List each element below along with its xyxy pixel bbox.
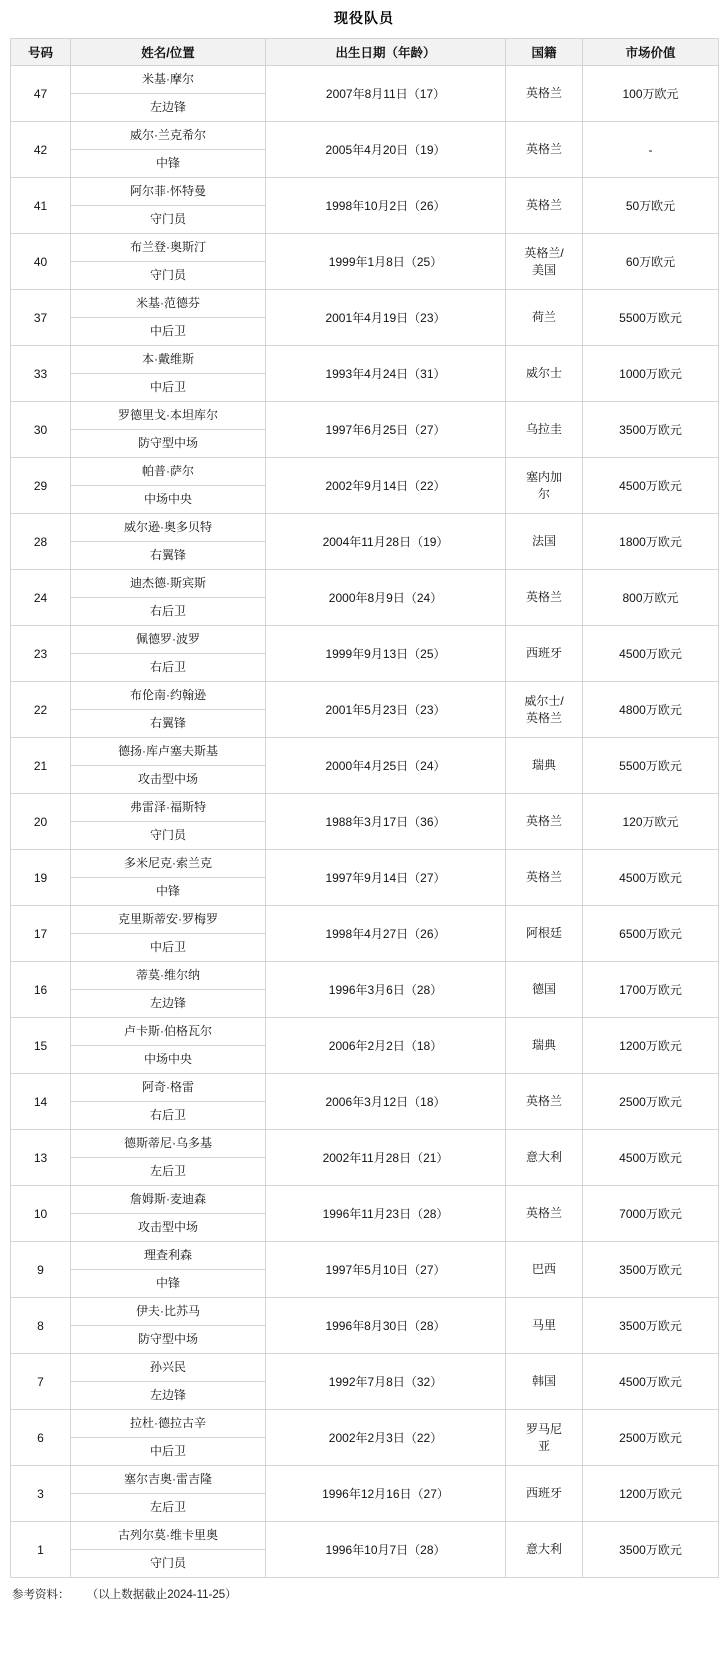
player-birthdate: 2002年9月14日（22） bbox=[266, 458, 506, 514]
table-row bbox=[11, 738, 719, 794]
player-birthdate: 2000年8月9日（24） bbox=[266, 570, 506, 626]
player-name-position-cell bbox=[71, 514, 266, 570]
player-position: 防守型中场 bbox=[137, 436, 198, 450]
player-number: 1 bbox=[11, 1522, 71, 1578]
player-birthdate: 1996年12月16日（27） bbox=[266, 1466, 506, 1522]
player-birthdate: 1997年6月25日（27） bbox=[266, 402, 506, 458]
player-number: 41 bbox=[11, 178, 71, 234]
player-position: 守门员 bbox=[149, 1556, 186, 1570]
player-name[interactable]: 孙兴民 bbox=[71, 1354, 265, 1382]
player-birthdate: 1996年8月30日（28） bbox=[266, 1298, 506, 1354]
player-number: 19 bbox=[11, 850, 71, 906]
player-name[interactable]: 理查利森 bbox=[71, 1242, 265, 1270]
player-nationality: 英格兰 bbox=[506, 850, 583, 906]
player-birthdate: 1988年3月17日（36） bbox=[266, 794, 506, 850]
player-name[interactable]: 古列尔莫·维卡里奥 bbox=[71, 1522, 265, 1550]
table-body bbox=[11, 66, 719, 1578]
table-row bbox=[11, 1298, 719, 1354]
player-market-value: 1800万欧元 bbox=[583, 514, 719, 570]
player-position: 右翼锋 bbox=[149, 548, 186, 562]
player-market-value: 4500万欧元 bbox=[583, 1130, 719, 1186]
player-market-value: 2500万欧元 bbox=[583, 1410, 719, 1466]
table-row bbox=[11, 962, 719, 1018]
player-market-value: 1000万欧元 bbox=[583, 346, 719, 402]
player-number: 8 bbox=[11, 1298, 71, 1354]
player-number: 16 bbox=[11, 962, 71, 1018]
player-market-value: 100万欧元 bbox=[583, 66, 719, 122]
source-label: 参考资料： bbox=[12, 1589, 70, 1601]
table-row bbox=[11, 682, 719, 738]
player-market-value: 2500万欧元 bbox=[583, 1074, 719, 1130]
column-header-market-value: 市场价值 bbox=[583, 39, 719, 66]
player-number: 33 bbox=[11, 346, 71, 402]
player-position: 中锋 bbox=[155, 1276, 180, 1290]
player-number: 20 bbox=[11, 794, 71, 850]
table-row bbox=[11, 122, 719, 178]
table-row bbox=[11, 514, 719, 570]
player-market-value: 6500万欧元 bbox=[583, 906, 719, 962]
table-row bbox=[11, 346, 719, 402]
table-row bbox=[11, 402, 719, 458]
player-position: 右后卫 bbox=[149, 1108, 186, 1122]
player-market-value: 4500万欧元 bbox=[583, 1354, 719, 1410]
player-nationality: 巴西 bbox=[506, 1242, 583, 1298]
squad-table bbox=[10, 38, 719, 1578]
player-market-value: 120万欧元 bbox=[583, 794, 719, 850]
player-number: 47 bbox=[11, 66, 71, 122]
player-name[interactable]: 塞尔吉奥·雷吉隆 bbox=[71, 1466, 265, 1494]
player-market-value: 3500万欧元 bbox=[583, 1242, 719, 1298]
player-name[interactable]: 米基·范德芬 bbox=[71, 290, 265, 318]
player-birthdate: 2005年4月20日（19） bbox=[266, 122, 506, 178]
player-number: 6 bbox=[11, 1410, 71, 1466]
table-row bbox=[11, 626, 719, 682]
player-position: 中后卫 bbox=[149, 380, 186, 394]
player-number: 29 bbox=[11, 458, 71, 514]
player-market-value: 4500万欧元 bbox=[583, 626, 719, 682]
player-birthdate: 1993年4月24日（31） bbox=[266, 346, 506, 402]
player-nationality: 瑞典 bbox=[506, 1018, 583, 1074]
player-name[interactable]: 迪杰德·斯宾斯 bbox=[71, 570, 265, 598]
player-name-position-cell bbox=[71, 1298, 266, 1354]
player-market-value: - bbox=[583, 122, 719, 178]
player-name-position-cell bbox=[71, 738, 266, 794]
table-row bbox=[11, 1074, 719, 1130]
player-number: 30 bbox=[11, 402, 71, 458]
player-nationality: 英格兰 bbox=[506, 178, 583, 234]
table-row bbox=[11, 458, 719, 514]
player-nationality: 韩国 bbox=[506, 1354, 583, 1410]
player-name-position-cell bbox=[71, 1130, 266, 1186]
player-name-position-cell bbox=[71, 1354, 266, 1410]
player-name[interactable]: 罗德里戈·本坦库尔 bbox=[71, 402, 265, 430]
player-number: 40 bbox=[11, 234, 71, 290]
player-name-position-cell bbox=[71, 1466, 266, 1522]
player-birthdate: 1998年10月2日（26） bbox=[266, 178, 506, 234]
player-birthdate: 2002年11月28日（21） bbox=[266, 1130, 506, 1186]
player-birthdate: 2007年8月11日（17） bbox=[266, 66, 506, 122]
player-name-position-cell bbox=[71, 66, 266, 122]
player-nationality: 意大利 bbox=[506, 1522, 583, 1578]
player-name[interactable]: 本·戴维斯 bbox=[71, 346, 265, 374]
table-row bbox=[11, 570, 719, 626]
player-name-position-cell bbox=[71, 682, 266, 738]
player-name-position-cell bbox=[71, 1410, 266, 1466]
player-market-value: 3500万欧元 bbox=[583, 1522, 719, 1578]
player-name-position-cell bbox=[71, 1242, 266, 1298]
player-number: 7 bbox=[11, 1354, 71, 1410]
player-number: 15 bbox=[11, 1018, 71, 1074]
player-market-value: 3500万欧元 bbox=[583, 1298, 719, 1354]
player-market-value: 5500万欧元 bbox=[583, 290, 719, 346]
player-name[interactable]: 布伦南·约翰逊 bbox=[71, 682, 265, 710]
player-nationality: 西班牙 bbox=[506, 1466, 583, 1522]
player-position: 中后卫 bbox=[149, 324, 186, 338]
player-nationality: 英格兰 bbox=[506, 66, 583, 122]
column-header-nationality: 国籍 bbox=[506, 39, 583, 66]
player-name-position-cell bbox=[71, 850, 266, 906]
player-market-value: 4800万欧元 bbox=[583, 682, 719, 738]
player-nationality: 英格兰 bbox=[506, 1186, 583, 1242]
player-nationality: 乌拉圭 bbox=[506, 402, 583, 458]
player-position: 左边锋 bbox=[149, 100, 186, 114]
player-position: 左后卫 bbox=[149, 1500, 186, 1514]
player-number: 9 bbox=[11, 1242, 71, 1298]
player-name-position-cell bbox=[71, 290, 266, 346]
player-nationality: 荷兰 bbox=[506, 290, 583, 346]
player-position: 中后卫 bbox=[149, 1444, 186, 1458]
page-title: 现役队员 bbox=[334, 10, 394, 26]
player-birthdate: 2006年2月2日（18） bbox=[266, 1018, 506, 1074]
player-nationality: 英格兰 bbox=[506, 794, 583, 850]
player-position: 中后卫 bbox=[149, 940, 186, 954]
player-market-value: 1200万欧元 bbox=[583, 1466, 719, 1522]
table-row bbox=[11, 794, 719, 850]
player-market-value: 4500万欧元 bbox=[583, 458, 719, 514]
table-row bbox=[11, 850, 719, 906]
player-name[interactable]: 伊夫·比苏马 bbox=[71, 1298, 265, 1326]
player-birthdate: 2002年2月3日（22） bbox=[266, 1410, 506, 1466]
player-position: 守门员 bbox=[149, 828, 186, 842]
player-name-position-cell bbox=[71, 626, 266, 682]
table-row bbox=[11, 1186, 719, 1242]
player-number: 37 bbox=[11, 290, 71, 346]
column-header-birthdate: 出生日期（年龄） bbox=[266, 39, 506, 66]
player-position: 中锋 bbox=[155, 156, 180, 170]
table-row bbox=[11, 1018, 719, 1074]
player-birthdate: 1996年3月6日（28） bbox=[266, 962, 506, 1018]
player-nationality: 马里 bbox=[506, 1298, 583, 1354]
player-nationality: 威尔士 bbox=[506, 346, 583, 402]
table-row bbox=[11, 1410, 719, 1466]
player-number: 42 bbox=[11, 122, 71, 178]
player-number: 28 bbox=[11, 514, 71, 570]
player-name[interactable]: 帕普·萨尔 bbox=[71, 458, 265, 486]
player-market-value: 50万欧元 bbox=[583, 178, 719, 234]
player-name[interactable]: 德扬·库卢塞夫斯基 bbox=[71, 738, 265, 766]
player-name-position-cell bbox=[71, 962, 266, 1018]
player-name[interactable]: 佩德罗·波罗 bbox=[71, 626, 265, 654]
player-name[interactable]: 多米尼克·索兰克 bbox=[71, 850, 265, 878]
player-number: 3 bbox=[11, 1466, 71, 1522]
player-position: 攻击型中场 bbox=[137, 772, 198, 786]
player-market-value: 60万欧元 bbox=[583, 234, 719, 290]
player-nationality: 德国 bbox=[506, 962, 583, 1018]
player-nationality: 法国 bbox=[506, 514, 583, 570]
player-position: 防守型中场 bbox=[137, 1332, 198, 1346]
player-name[interactable]: 威尔逊·奥多贝特 bbox=[71, 514, 265, 542]
table-row bbox=[11, 178, 719, 234]
player-name-position-cell bbox=[71, 178, 266, 234]
player-name-position-cell bbox=[71, 122, 266, 178]
player-nationality: 塞内加 尔 bbox=[506, 458, 583, 514]
player-birthdate: 1999年9月13日（25） bbox=[266, 626, 506, 682]
player-name[interactable]: 阿尔菲·怀特曼 bbox=[71, 178, 265, 206]
player-number: 22 bbox=[11, 682, 71, 738]
player-number: 24 bbox=[11, 570, 71, 626]
player-name-position-cell bbox=[71, 794, 266, 850]
table-row bbox=[11, 1466, 719, 1522]
player-number: 13 bbox=[11, 1130, 71, 1186]
player-name[interactable]: 德斯蒂尼·乌多基 bbox=[71, 1130, 265, 1158]
player-nationality: 英格兰/ 美国 bbox=[506, 234, 583, 290]
player-position: 中场中央 bbox=[143, 492, 192, 506]
table-row bbox=[11, 1354, 719, 1410]
player-name-position-cell bbox=[71, 402, 266, 458]
table-row bbox=[11, 906, 719, 962]
player-position: 攻击型中场 bbox=[137, 1220, 198, 1234]
player-position: 左边锋 bbox=[149, 1388, 186, 1402]
player-market-value: 5500万欧元 bbox=[583, 738, 719, 794]
table-row bbox=[11, 234, 719, 290]
player-name-position-cell bbox=[71, 570, 266, 626]
player-name[interactable]: 阿奇·格雷 bbox=[71, 1074, 265, 1102]
player-market-value: 800万欧元 bbox=[583, 570, 719, 626]
table-row bbox=[11, 290, 719, 346]
table-row bbox=[11, 1242, 719, 1298]
player-market-value: 7000万欧元 bbox=[583, 1186, 719, 1242]
player-name-position-cell bbox=[71, 234, 266, 290]
player-nationality: 英格兰 bbox=[506, 122, 583, 178]
player-market-value: 4500万欧元 bbox=[583, 850, 719, 906]
player-birthdate: 1999年1月8日（25） bbox=[266, 234, 506, 290]
player-name[interactable]: 威尔·兰克希尔 bbox=[71, 122, 265, 150]
player-name[interactable]: 克里斯蒂安·罗梅罗 bbox=[71, 906, 265, 934]
player-name[interactable]: 拉杜·德拉古辛 bbox=[71, 1410, 265, 1438]
player-birthdate: 1996年11月23日（28） bbox=[266, 1186, 506, 1242]
player-position: 右后卫 bbox=[149, 660, 186, 674]
player-birthdate: 2000年4月25日（24） bbox=[266, 738, 506, 794]
player-position: 守门员 bbox=[149, 268, 186, 282]
player-name[interactable]: 蒂莫·维尔纳 bbox=[71, 962, 265, 990]
player-name-position-cell bbox=[71, 346, 266, 402]
player-birthdate: 2004年11月28日（19） bbox=[266, 514, 506, 570]
table-header-row bbox=[11, 39, 719, 66]
player-name-position-cell bbox=[71, 1074, 266, 1130]
player-market-value: 3500万欧元 bbox=[583, 402, 719, 458]
player-nationality: 阿根廷 bbox=[506, 906, 583, 962]
player-nationality: 瑞典 bbox=[506, 738, 583, 794]
player-position: 右后卫 bbox=[149, 604, 186, 618]
player-number: 21 bbox=[11, 738, 71, 794]
player-name-position-cell bbox=[71, 1186, 266, 1242]
source-value: （以上数据截止2024-11-25） bbox=[86, 1589, 237, 1601]
player-name-position-cell bbox=[71, 906, 266, 962]
player-birthdate: 1997年9月14日（27） bbox=[266, 850, 506, 906]
player-position: 中场中央 bbox=[143, 1052, 192, 1066]
player-nationality: 英格兰 bbox=[506, 570, 583, 626]
player-nationality: 英格兰 bbox=[506, 1074, 583, 1130]
player-name[interactable]: 布兰登·奥斯汀 bbox=[71, 234, 265, 262]
table-row bbox=[11, 1130, 719, 1186]
player-name-position-cell bbox=[71, 1018, 266, 1074]
player-nationality: 罗马尼 亚 bbox=[506, 1410, 583, 1466]
player-number: 23 bbox=[11, 626, 71, 682]
player-name-position-cell bbox=[71, 1522, 266, 1578]
player-birthdate: 1998年4月27日（26） bbox=[266, 906, 506, 962]
player-birthdate: 1996年10月7日（28） bbox=[266, 1522, 506, 1578]
player-birthdate: 2001年5月23日（23） bbox=[266, 682, 506, 738]
table-row bbox=[11, 1522, 719, 1578]
player-name[interactable]: 卢卡斯·伯格瓦尔 bbox=[71, 1018, 265, 1046]
player-position: 中锋 bbox=[155, 884, 180, 898]
player-birthdate: 2006年3月12日（18） bbox=[266, 1074, 506, 1130]
player-position: 右翼锋 bbox=[149, 716, 186, 730]
player-name[interactable]: 弗雷泽·福斯特 bbox=[71, 794, 265, 822]
player-birthdate: 2001年4月19日（23） bbox=[266, 290, 506, 346]
player-birthdate: 1997年5月10日（27） bbox=[266, 1242, 506, 1298]
player-number: 17 bbox=[11, 906, 71, 962]
player-nationality: 威尔士/ 英格兰 bbox=[506, 682, 583, 738]
player-nationality: 西班牙 bbox=[506, 626, 583, 682]
table-row bbox=[11, 66, 719, 122]
player-name-position-cell bbox=[71, 458, 266, 514]
player-name[interactable]: 米基·摩尔 bbox=[71, 66, 265, 94]
player-name[interactable]: 詹姆斯·麦迪森 bbox=[71, 1186, 265, 1214]
table-header bbox=[11, 39, 719, 66]
column-header-name-position: 姓名/位置 bbox=[71, 39, 266, 66]
player-market-value: 1200万欧元 bbox=[583, 1018, 719, 1074]
player-position: 左边锋 bbox=[149, 996, 186, 1010]
player-birthdate: 1992年7月8日（32） bbox=[266, 1354, 506, 1410]
player-position: 左后卫 bbox=[149, 1164, 186, 1178]
player-market-value: 1700万欧元 bbox=[583, 962, 719, 1018]
player-nationality: 意大利 bbox=[506, 1130, 583, 1186]
player-number: 14 bbox=[11, 1074, 71, 1130]
source-footer bbox=[0, 1578, 728, 1616]
player-number: 10 bbox=[11, 1186, 71, 1242]
column-header-number: 号码 bbox=[11, 39, 71, 66]
player-position: 守门员 bbox=[149, 212, 186, 226]
